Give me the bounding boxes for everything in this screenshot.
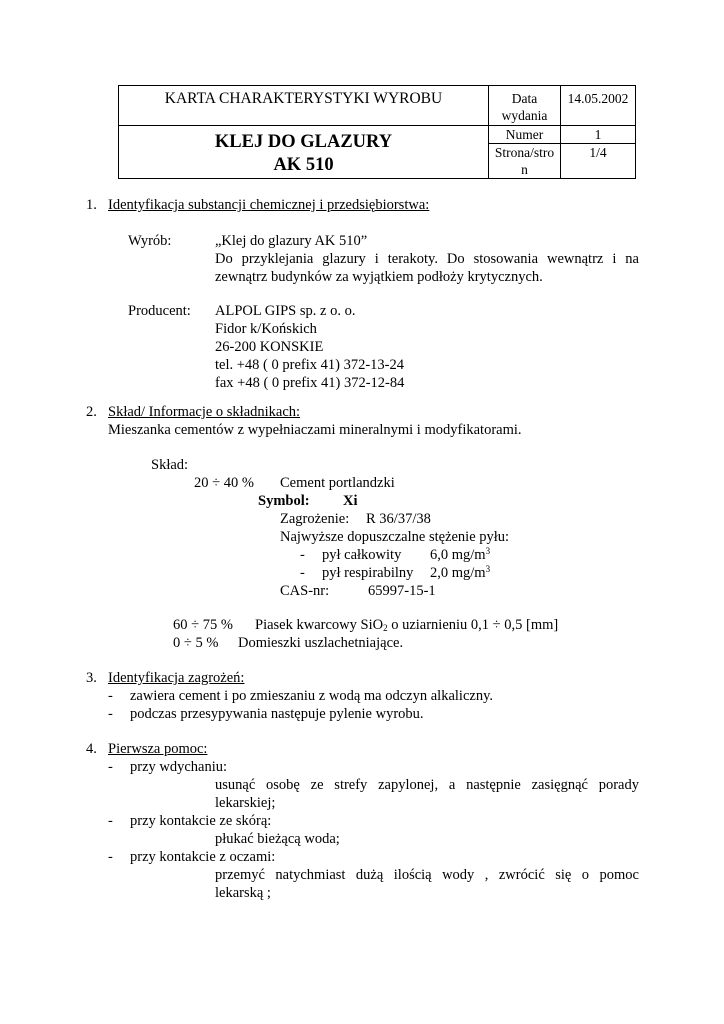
component-1-range: 20 ÷ 40 % (194, 475, 254, 491)
issue-date-value: 14.05.2002 (561, 86, 636, 126)
dash-bullet: - (108, 759, 113, 775)
product-description-line2: zewnątrz budynków za wyjątkiem podłoży krytycznych. (215, 269, 543, 285)
hazard-item: zawiera cement i po zmieszaniu z wodą ma odczyn alkaliczny. (130, 688, 494, 704)
number-value: 1 (561, 126, 636, 144)
section-3-number: 3. (86, 670, 97, 686)
producer-name: ALPOL GIPS sp. z o. o. (215, 303, 356, 319)
section-1-number: 1. (86, 197, 97, 213)
cas-label: CAS-nr: (280, 583, 330, 599)
product-label: Wyrób: (128, 233, 172, 249)
component-3-name: Domieszki uszlachetniające. (238, 635, 404, 651)
component-3-range: 0 ÷ 5 % (173, 635, 219, 651)
product-title: KLEJ DO GLAZURY AK 510 (119, 126, 489, 179)
dust-total-name: pył całkowity (322, 547, 402, 563)
first-aid-inhalation: przy wdychaniu: (130, 759, 228, 775)
dust-respirable-value: 2,0 $mg/m^3$ (430, 564, 491, 581)
component-1-name: Cement portlandzki (280, 475, 395, 491)
document-title: KARTA CHARAKTERYSTYKI WYROBU (119, 86, 489, 126)
number-label: Numer (489, 126, 561, 144)
page-label: Strona/stro n (489, 144, 561, 179)
section-4-number: 4. (86, 741, 97, 757)
cas-value: 65997-15-1 (368, 583, 436, 599)
eyes-action-line1: przemyć natychmiast dużą ilością wody , zwrócić się o pomoc (215, 867, 639, 883)
producer-label: Producent: (128, 303, 191, 319)
nds-label: Najwyższe dopuszczalne stężenie pyłu: (280, 529, 510, 545)
inhalation-action-line2: lekarskiej; (215, 795, 276, 811)
skin-action: płukać bieżącą woda; (215, 831, 340, 847)
header-table (118, 85, 636, 179)
eyes-action-line2: lekarską ; (215, 885, 271, 901)
dash-bullet: - (300, 547, 305, 563)
dash-bullet: - (108, 706, 113, 722)
section-1-title: Identyfikacja substancji chemicznej i przedsiębiorstwa: (108, 197, 430, 213)
section-4-title: Pierwsza pomoc: (108, 741, 208, 757)
composition-label: Skład: (151, 457, 189, 473)
dash-bullet: - (108, 688, 113, 704)
dust-respirable-name: pył respirabilny (322, 565, 414, 581)
inhalation-action-line1: usunąć osobę ze strefy zapylonej, a następnie zasięgnąć porady (215, 777, 639, 793)
symbol-value: Xi (343, 493, 358, 509)
component-2-range: 60 ÷ 75 % (173, 617, 233, 633)
section-3-title: Identyfikacja zagrożeń: (108, 670, 245, 686)
hazard-label: Zagrożenie: (280, 511, 350, 527)
component-2-name: Piasek kwarcowy SiO$_2$ o uziarnieniu 0,1 ÷ 0,5 [mm] (255, 617, 559, 633)
issue-date-label: Data wydania (489, 86, 561, 126)
hazard-value: R 36/37/38 (366, 511, 431, 527)
producer-city: 26-200 KONSKIE (215, 339, 324, 355)
producer-address: Fidor k/Końskich (215, 321, 317, 337)
dash-bullet: - (108, 849, 113, 865)
hazard-item: podczas przesypywania następuje pylenie wyrobu. (130, 706, 424, 722)
section-2-title: Skład/ Informacje o składnikach: (108, 404, 301, 420)
dash-bullet: - (300, 565, 305, 581)
page-value: 1/4 (561, 144, 636, 179)
section-2-intro: Mieszanka cementów z wypełniaczami mineralnymi i modyfikatorami. (108, 422, 522, 438)
section-2-number: 2. (86, 404, 97, 420)
first-aid-eyes: przy kontakcie z oczami: (130, 849, 276, 865)
producer-phone: tel. +48 ( 0 prefix 41) 372-13-24 (215, 357, 404, 373)
product-description-line1: Do przyklejania glazury i terakoty. Do stosowania wewnątrz i na (215, 251, 639, 267)
dash-bullet: - (108, 813, 113, 829)
producer-fax: fax +48 ( 0 prefix 41) 372-12-84 (215, 375, 405, 391)
symbol-label: Symbol: (258, 493, 310, 509)
product-name: „Klej do glazury AK 510” (215, 233, 368, 249)
first-aid-skin: przy kontakcie ze skórą: (130, 813, 272, 829)
dust-total-value: 6,0 $mg/m^3$ (430, 546, 491, 563)
